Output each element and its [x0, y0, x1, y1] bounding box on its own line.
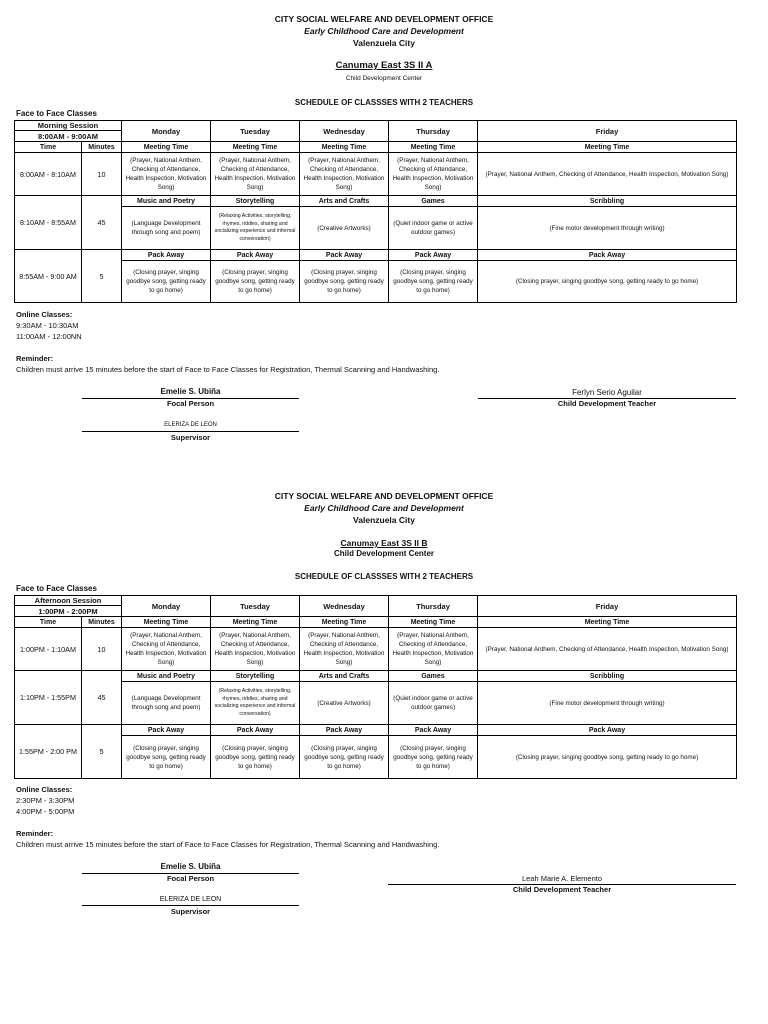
day-header: Thursday: [389, 121, 478, 142]
office-heading: CITY SOCIAL WELFARE AND DEVELOPMENT OFFICE: [274, 14, 494, 24]
program-heading: Early Childhood Care and Development: [304, 503, 464, 513]
f2f-label: Face to Face Classes: [16, 584, 97, 593]
teacher-name: Leah Marie A. Elemento: [521, 874, 603, 883]
office-heading: CITY SOCIAL WELFARE AND DEVELOPMENT OFFICE: [274, 491, 494, 501]
detail-cell: (Closing prayer, singing goodbye song, getting ready to go home): [389, 736, 478, 779]
day-header: Friday: [478, 121, 737, 142]
online-time: 2:30PM - 3:30PM: [16, 796, 75, 805]
col-minutes-header: Minutes: [82, 142, 122, 153]
detail-cell: (Prayer, National Anthem, Checking of Attendance, Health Inspection, Motivation Song): [389, 628, 478, 671]
supervisor-role: Supervisor: [170, 907, 211, 916]
minutes-cell: 45: [82, 196, 122, 250]
activity-cell: Meeting Time: [211, 617, 300, 628]
online-time: 9:30AM - 10:30AM: [16, 321, 79, 330]
detail-cell: (Closing prayer, singing goodbye song, getting ready to go home): [389, 261, 478, 303]
session-time: 8:00AM - 9:00AM: [15, 131, 122, 142]
day-header: Monday: [122, 596, 211, 617]
focal-person-role: Focal Person: [166, 874, 215, 883]
detail-cell: (Fine motor development through writing): [478, 207, 737, 250]
online-time: 11:00AM - 12:00NN: [16, 332, 82, 341]
detail-cell: (Closing prayer, singing goodbye song, getting ready to go home): [300, 736, 389, 779]
day-header: Wednesday: [300, 596, 389, 617]
supervisor-role: Supervisor: [170, 433, 211, 442]
activity-cell: Scribbling: [478, 196, 737, 207]
activity-cell: Scribbling: [478, 671, 737, 682]
session-time: 1:00PM - 2:00PM: [15, 606, 122, 617]
detail-cell: (Creative Artworks): [300, 207, 389, 250]
detail-cell: (Relaxing Activities, storytelling, rhymes, riddles, sharing and socializing experience and informal conversation): [211, 682, 300, 725]
reminder-label: Reminder:: [16, 829, 54, 838]
detail-cell: (Prayer, National Anthem, Checking of Attendance, Health Inspection, Motivation Song): [389, 153, 478, 196]
time-cell: 1:55PM - 2:00 PM: [15, 725, 82, 779]
time-cell: 8:00AM - 8:10AM: [15, 153, 82, 196]
detail-cell: (Prayer, National Anthem, Checking of Attendance, Health Inspection, Motivation Song): [211, 153, 300, 196]
detail-cell: (Prayer, National Anthem, Checking of Attendance, Health Inspection, Motivation Song): [478, 628, 737, 671]
activity-cell: Meeting Time: [300, 617, 389, 628]
time-cell: 1:00PM - 1:10AM: [15, 628, 82, 671]
reminder-label: Reminder:: [16, 354, 54, 363]
supervisor-name: ELERIZA DE LEON: [159, 896, 222, 903]
minutes-cell: 5: [82, 250, 122, 303]
day-header: Friday: [478, 596, 737, 617]
activity-cell: Pack Away: [389, 250, 478, 261]
activity-cell: Meeting Time: [389, 617, 478, 628]
online-label: Online Classes:: [16, 785, 73, 794]
center-type: Child Development Center: [345, 75, 423, 82]
detail-cell: (Relaxing Activities, storytelling, rhymes, riddles, sharing and socializing experience and informal conversation): [211, 207, 300, 250]
reminder-text: Children must arrive 15 minutes before the start of Face to Face Classes for Registration, Thermal Scanning and Handwashing.: [16, 840, 440, 849]
activity-cell: Music and Poetry: [122, 671, 211, 682]
activity-cell: Games: [389, 196, 478, 207]
focal-person-name: Emelie S. Ubiña: [160, 387, 221, 396]
time-cell: 8:55AM - 9:00 AM: [15, 250, 82, 303]
day-header: Thursday: [389, 596, 478, 617]
col-minutes-header: Minutes: [82, 617, 122, 628]
focal-person-role: Focal Person: [166, 399, 215, 408]
day-header: Monday: [122, 121, 211, 142]
minutes-cell: 10: [82, 628, 122, 671]
day-header: Wednesday: [300, 121, 389, 142]
minutes-cell: 5: [82, 725, 122, 779]
activity-cell: Storytelling: [211, 196, 300, 207]
detail-cell: (Prayer, National Anthem, Checking of Attendance, Health Inspection, Motivation Song): [122, 153, 211, 196]
center-name: Canumay East 3S II A: [335, 60, 433, 71]
detail-cell: (Closing prayer, singing goodbye song, getting ready to go home): [122, 261, 211, 303]
city-heading: Valenzuela City: [353, 38, 415, 48]
day-header: Tuesday: [211, 596, 300, 617]
teacher-role: Child Development Teacher: [557, 399, 657, 408]
detail-cell: (Prayer, National Anthem, Checking of Attendance, Health Inspection, Motivation Song): [300, 153, 389, 196]
activity-cell: Pack Away: [122, 250, 211, 261]
center-type: Child Development Center: [333, 549, 434, 558]
activity-cell: Music and Poetry: [122, 196, 211, 207]
activity-cell: Pack Away: [300, 725, 389, 736]
detail-cell: (Closing prayer, singing goodbye song, getting ready to go home): [122, 736, 211, 779]
reminder-text: Children must arrive 15 minutes before the start of Face to Face Classes for Registration, Thermal Scanning and Handwashing.: [16, 365, 440, 374]
detail-cell: (Prayer, National Anthem, Checking of Attendance, Health Inspection, Motivation Song): [122, 628, 211, 671]
online-time: 4:00PM - 5:00PM: [16, 807, 75, 816]
detail-cell: (Quiet indoor game or active outdoor games): [389, 682, 478, 725]
col-time-header: Time: [15, 142, 82, 153]
detail-cell: (Prayer, National Anthem, Checking of Attendance, Health Inspection, Motivation Song): [211, 628, 300, 671]
minutes-cell: 45: [82, 671, 122, 725]
f2f-label: Face to Face Classes: [16, 109, 97, 118]
program-heading: Early Childhood Care and Development: [304, 26, 464, 36]
teacher-role: Child Development Teacher: [512, 885, 612, 894]
activity-cell: Games: [389, 671, 478, 682]
activity-cell: Meeting Time: [300, 142, 389, 153]
detail-cell: (Language Development through song and poem): [122, 207, 211, 250]
activity-cell: Pack Away: [478, 250, 737, 261]
city-heading: Valenzuela City: [353, 515, 415, 525]
supervisor-name: ELERIZA DE LEON: [164, 422, 217, 428]
signature-line: [82, 905, 299, 906]
col-time-header: Time: [15, 617, 82, 628]
activity-cell: Arts and Crafts: [300, 671, 389, 682]
detail-cell: (Closing prayer, singing goodbye song, getting ready to go home): [478, 736, 737, 779]
activity-cell: Pack Away: [300, 250, 389, 261]
activity-cell: Storytelling: [211, 671, 300, 682]
activity-cell: Pack Away: [122, 725, 211, 736]
activity-cell: Pack Away: [211, 250, 300, 261]
day-header: Tuesday: [211, 121, 300, 142]
activity-cell: Pack Away: [389, 725, 478, 736]
activity-cell: Meeting Time: [389, 142, 478, 153]
session-name: Morning Session: [15, 121, 122, 131]
activity-cell: Meeting Time: [478, 142, 737, 153]
schedule-table: [14, 595, 737, 779]
detail-cell: (Closing prayer, singing goodbye song, getting ready to go home): [211, 736, 300, 779]
detail-cell: (Closing prayer, singing goodbye song, getting ready to go home): [211, 261, 300, 303]
activity-cell: Meeting Time: [122, 142, 211, 153]
session-name: Afternoon Session: [15, 596, 122, 606]
detail-cell: (Prayer, National Anthem, Checking of Attendance, Health Inspection, Motivation Song): [300, 628, 389, 671]
detail-cell: (Prayer, National Anthem, Checking of Attendance, Health Inspection, Motivation Song): [478, 153, 737, 196]
detail-cell: (Fine motor development through writing): [478, 682, 737, 725]
detail-cell: (Closing prayer, singing goodbye song, getting ready to go home): [478, 261, 737, 303]
detail-cell: (Quiet indoor game or active outdoor games): [389, 207, 478, 250]
activity-cell: Pack Away: [211, 725, 300, 736]
detail-cell: (Creative Artworks): [300, 682, 389, 725]
activity-cell: Meeting Time: [478, 617, 737, 628]
center-name: Canumay East 3S II B: [340, 538, 428, 548]
detail-cell: (Closing prayer, singing goodbye song, getting ready to go home): [300, 261, 389, 303]
schedule-title: SCHEDULE OF CLASSSES WITH 2 TEACHERS: [294, 572, 474, 581]
schedule-title: SCHEDULE OF CLASSSES WITH 2 TEACHERS: [294, 98, 474, 107]
teacher-name: Ferlyn Serio Aguilar: [572, 388, 642, 397]
detail-cell: (Language Development through song and poem): [122, 682, 211, 725]
activity-cell: Meeting Time: [122, 617, 211, 628]
time-cell: 1:10PM - 1:55PM: [15, 671, 82, 725]
time-cell: 8:10AM - 8:55AM: [15, 196, 82, 250]
minutes-cell: 10: [82, 153, 122, 196]
activity-cell: Meeting Time: [211, 142, 300, 153]
focal-person-name: Emelie S. Ubiña: [160, 862, 221, 871]
activity-cell: Arts and Crafts: [300, 196, 389, 207]
online-label: Online Classes:: [16, 310, 73, 319]
activity-cell: Pack Away: [478, 725, 737, 736]
